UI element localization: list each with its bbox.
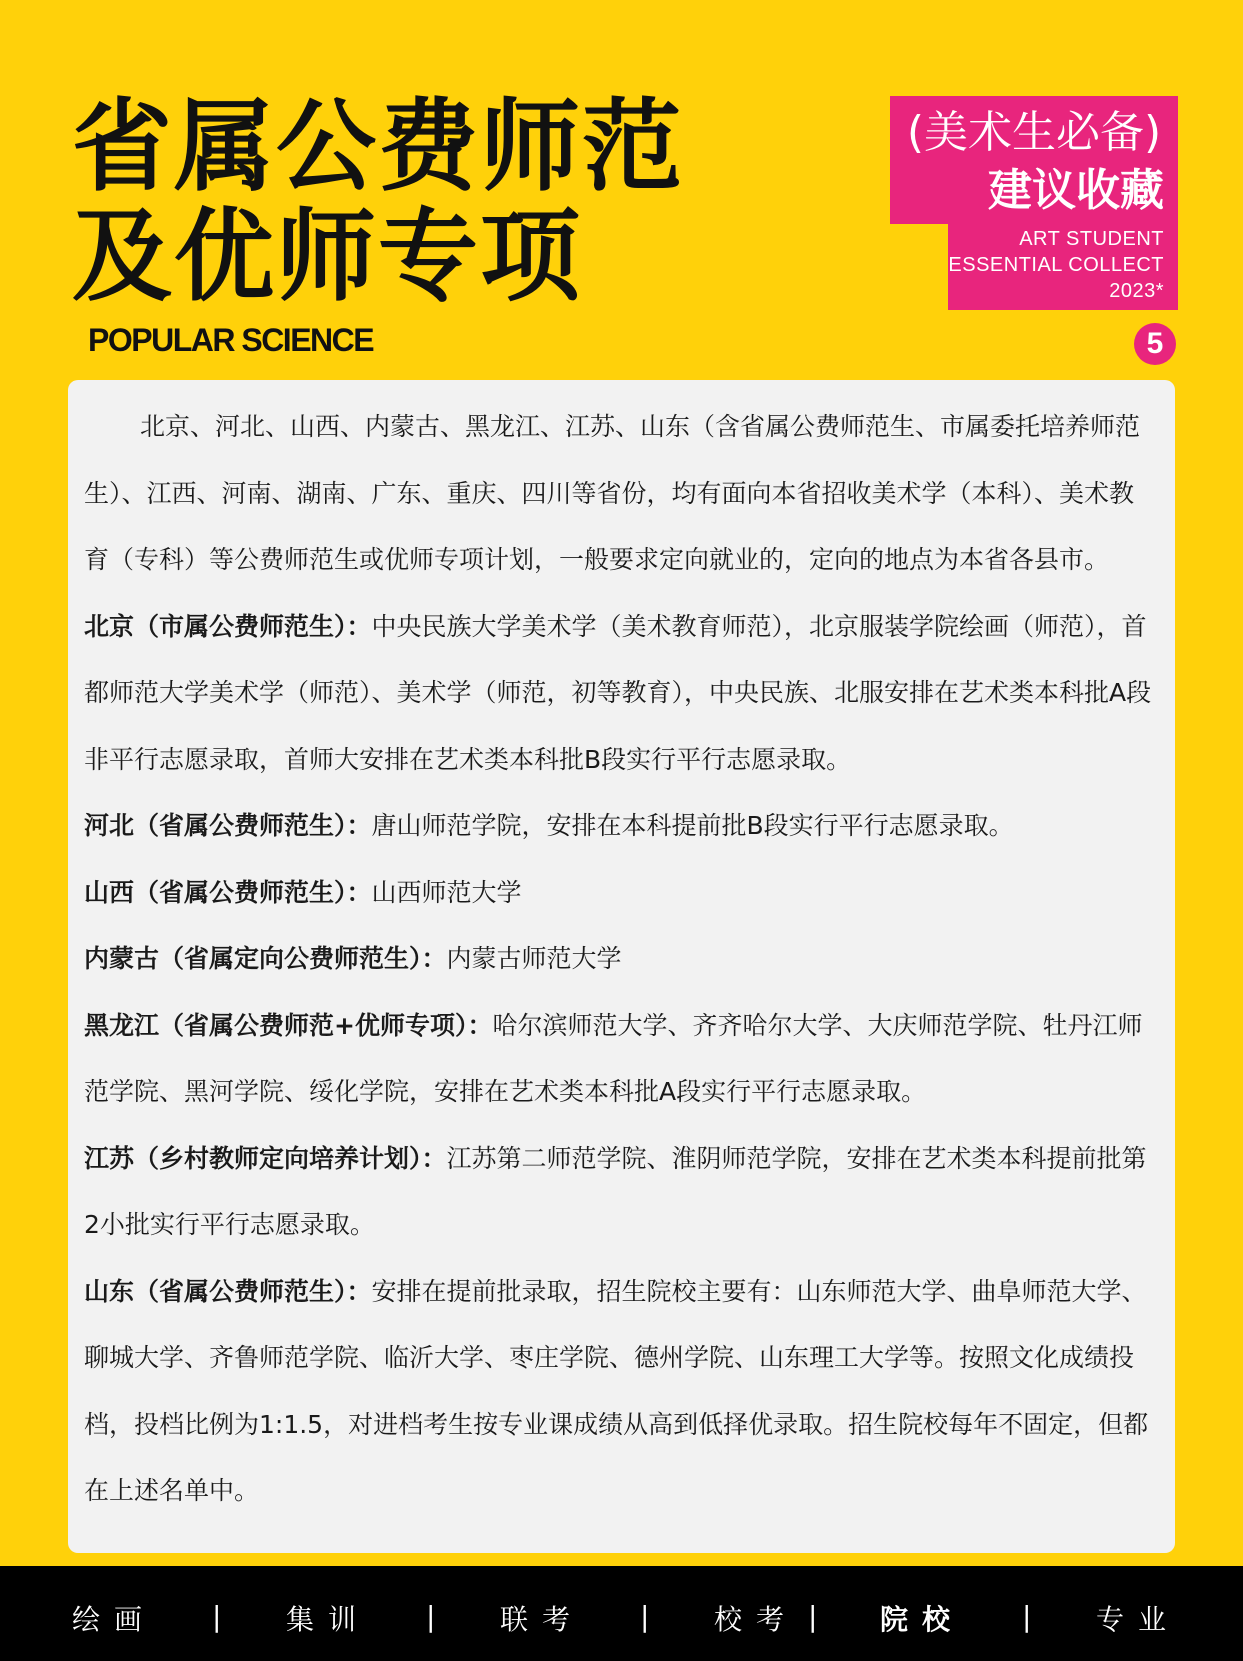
paragraph-text: 江苏第二师范学院、淮阴师范学院，安排在艺术类本科提前批第2小批实行平行志愿录取。 [84,1143,1147,1239]
badge-en-line-2: ESSENTIAL COLLECT [948,254,1164,276]
paragraph-text: 哈尔滨师范大学、齐齐哈尔大学、大庆师范学院、牡丹江师范学院、黑河学院、绥化学院，安排在艺术类本科批A段实行平行志愿录取。 [84,1010,1143,1106]
badge-main-text: 建议收藏 [988,165,1164,216]
content-paragraph [84,594,1153,794]
content-card [68,380,1175,1553]
nav-item-school-exam[interactable]: 校考 [714,1603,799,1636]
badge-en-line-3: 2023* [1109,280,1164,302]
nav-item-colleges[interactable]: 院校 [880,1603,965,1636]
content-paragraph [84,926,1153,993]
nav-separator: | [212,1600,222,1633]
content-paragraph [84,860,1153,927]
nav-separator: | [1022,1600,1032,1633]
bottom-nav [0,1566,1243,1661]
nav-separator: | [808,1600,818,1633]
subtitle: POPULAR SCIENCE [88,322,374,358]
paragraph-text: 内蒙古师范大学 [446,944,622,973]
title-line-2: 及优师专项 [72,198,582,315]
paragraph-label: 江苏（乡村教师定向培养计划）： [84,1143,447,1173]
badge-top-text: (美术生必备) [906,107,1162,158]
content-paragraph [84,1259,1153,1525]
content-paragraph [84,793,1153,860]
content-paragraph [84,1126,1153,1259]
paragraph-label: 山西（省属公费师范生）： [84,877,372,907]
nav-item-training[interactable]: 集训 [286,1603,371,1636]
nav-separator: | [426,1600,436,1633]
collect-badge-english [948,222,1178,310]
title-line-1: 省属公费师范 [72,88,684,205]
paragraph-text: 北京、河北、山西、内蒙古、黑龙江、江苏、山东（含省属公费师范生、市属委托培养师范生）、江西、河南、湖南、广东、重庆、四川等省份，均有面向本省招收美术学（本科）、美术教育（专科）等公费师范生或优师专项计划，一般要求定向就业的，定向的地点为本省各县市。 [84,412,1141,574]
page-number-badge: 5 [1134,323,1176,365]
paragraph-label: 内蒙古（省属定向公费师范生）： [84,944,447,973]
content-paragraph [84,993,1153,1126]
nav-item-painting[interactable]: 绘画 [72,1603,157,1636]
paragraph-label: 北京（市属公费师范生）： [84,611,372,641]
page-title [72,88,684,315]
badge-en-line-1: ART STUDENT [1019,228,1164,250]
paragraph-text: 山西师范大学 [371,877,522,907]
nav-item-majors[interactable]: 专业 [1096,1603,1181,1636]
nav-separator: | [640,1600,650,1633]
content-paragraph [84,394,1153,594]
paragraph-text: 安排在提前批录取，招生院校主要有：山东师范大学、曲阜师范大学、聊城大学、齐鲁师范学院、临沂大学、枣庄学院、德州学院、山东理工大学等。按照文化成绩投档，投档比例为1:1.5，对进档考生按专业课成绩从高到低择优录取。招生院校每年不固定，但都在上述名单中。 [84,1276,1149,1505]
paragraph-label: 山东（省属公费师范生）： [84,1276,372,1306]
collect-badge [890,96,1178,224]
paragraph-label: 黑龙江（省属公费师范+优师专项）： [84,1010,493,1040]
paragraph-text: 中央民族大学美术学（美术教育师范），北京服装学院绘画（师范），首都师范大学美术学（师范）、美术学（师范，初等教育），中央民族、北服安排在艺术类本科批A段非平行志愿录取，首师大安排在艺术类本科批B段实行平行志愿录取。 [84,611,1152,774]
paragraph-label: 河北（省属公费师范生）： [84,811,372,840]
nav-item-joint-exam[interactable]: 联考 [500,1603,585,1636]
paragraph-text: 唐山师范学院，安排在本科提前批B段实行平行志愿录取。 [371,811,1014,840]
